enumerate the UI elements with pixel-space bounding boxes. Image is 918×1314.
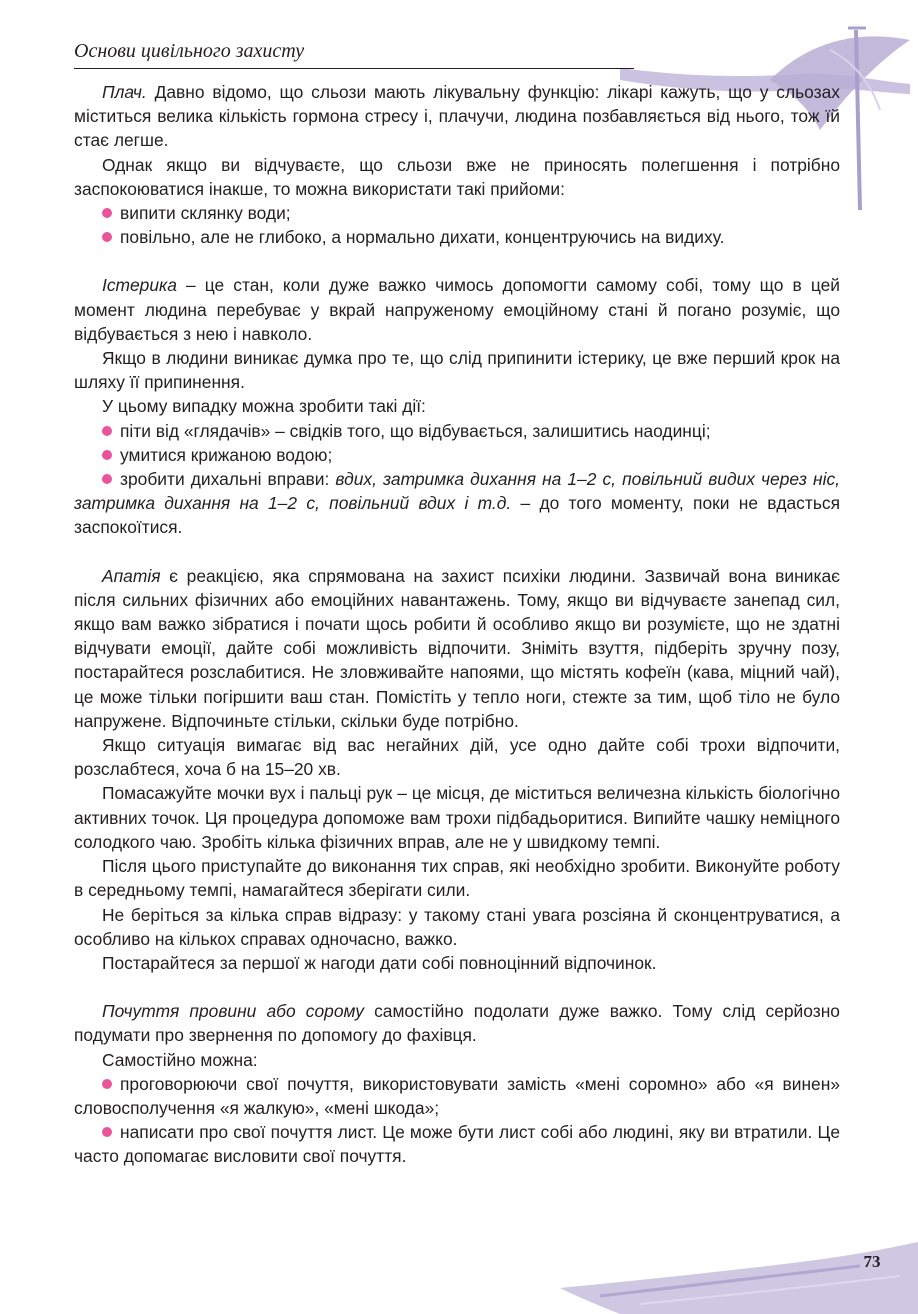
term-cry: Плач. [102,82,147,102]
paragraph: Постарайтеся за першої ж нагоди дати собі повноцінний відпочинок. [102,952,657,973]
list-item: випити склянку води; [74,201,840,225]
paragraph: Почуття провини або сорому самостійно подолати дуже важко. Тому слід серйозно подумати про звернення по допомогу до фахівця. [74,1001,840,1046]
list-item: піти від «глядачів» – свідків того, що відбувається, залишитись наодинці; [74,419,840,443]
paragraph: У цьому випадку можна зробити такі дії: [102,396,426,417]
bullet-icon [102,450,112,460]
page-number: 73 [863,1252,881,1271]
bullet-icon [102,426,112,436]
bullet-icon [102,232,112,242]
paragraph: Плач. Давно відомо, що сльози мають лікувальну функцію: лікарі кажуть, що у сльозах міститься велика кількість гормона стресу і, плачучи, людина позбавляється від нього, тож їй стає легше. [74,82,840,151]
paragraph: Істерика – це стан, коли дуже важко чимось допомогти самому собі, тому що в цей момент людина перебуває у вкрай напруженому емоційному стані й погано розуміє, що відбувається з нею і навколо. [74,275,840,344]
bullet-icon [102,474,112,484]
list-item: зробити дихальні вправи: вдих, затримка дихання на 1–2 с, повільний видих через ніс, затримка дихання на 1–2 с, повільний вдих і т.д. – до того моменту, поки не вдасться заспокоїтися. [74,469,841,538]
list-item: умитися крижаною водою; [74,443,840,467]
paragraph: Помасажуйте мочки вух і пальці рук – це місця, де міститься величезна кількість біологічно активних точок. Ця процедура допоможе вам трохи підбадьоритися. Випийте чашку неміцного солодкого чаю. Зробіть кілька фізичних вправ, але не у швидкому темпі. [74,783,840,852]
page-body [74,80,840,1169]
paragraph: Не беріться за кілька справ відразу: у такому стані увага розсіяна й сконцентруватися, а особливо на кількох справах одночасно, важко. [74,904,840,949]
paragraph: Якщо в людини виникає думка про те, що слід припинити істерику, це вже перший крок на шляху її припинення. [74,348,840,393]
list-item: проговорюючи свої почуття, використовувати замість «мені соромно» або «я винен» словосполучення «я жалкую», «мені шкода»; [74,1073,840,1118]
paragraph: Після цього приступайте до виконання тих справ, які необхідно зробити. Виконуйте роботу в середньому темпі, намагайтеся зберігати сили. [74,856,840,901]
paragraph: Якщо ситуація вимагає від вас негайних дій, усе одно дайте собі трохи відпочити, розслабтеся, хоча б на 15–20 хв. [74,735,840,780]
bullet-icon [102,1127,112,1137]
list-item: написати про свої почуття лист. Це може бути лист собі або людині, яку ви втратили. Це часто допомагає висловити свої почуття. [74,1122,840,1167]
bullet-icon [102,208,112,218]
list-item: повільно, але не глибоко, а нормально дихати, концентруючись на видиху. [74,225,840,249]
running-header: Основи цивільного захисту [74,40,305,62]
paragraph: Самостійно можна: [102,1049,258,1070]
bullet-icon [102,1079,112,1089]
term-guilt: Почуття провини або сорому [102,1001,364,1022]
term-hysteria: Істерика [102,275,177,296]
header-divider [74,68,634,69]
term-apathy: Апатія [102,565,161,586]
paragraph: Однак якщо ви відчуваєте, що сльози вже не приносять полегшення і потрібно заспокоюватися інакше, то можна використати такі прийоми: [74,154,840,199]
paragraph: Апатія є реакцією, яка спрямована на захист психіки людини. Зазвичай вона виникає після сильних фізичних або емоційних навантажень. Тому, якщо ви відчуваєте занепад сил, якщо вам важко зібратися і почати щось робити й особливо якщо ви розумієте, що не здатні відчувати емоції, дайте собі можливість відпочити. Зніміть взуття, підберіть зручну позу, постарайтеся розслабитися. Не зловживайте напоями, що містять кофеїн (кава, міцний чай), це може тільки погіршити ваш стан. Помістіть у тепло ноги, стежте за тим, щоб тіло не було напружене. Відпочиньте стільки, скільки буде потрібно. [74,565,840,731]
